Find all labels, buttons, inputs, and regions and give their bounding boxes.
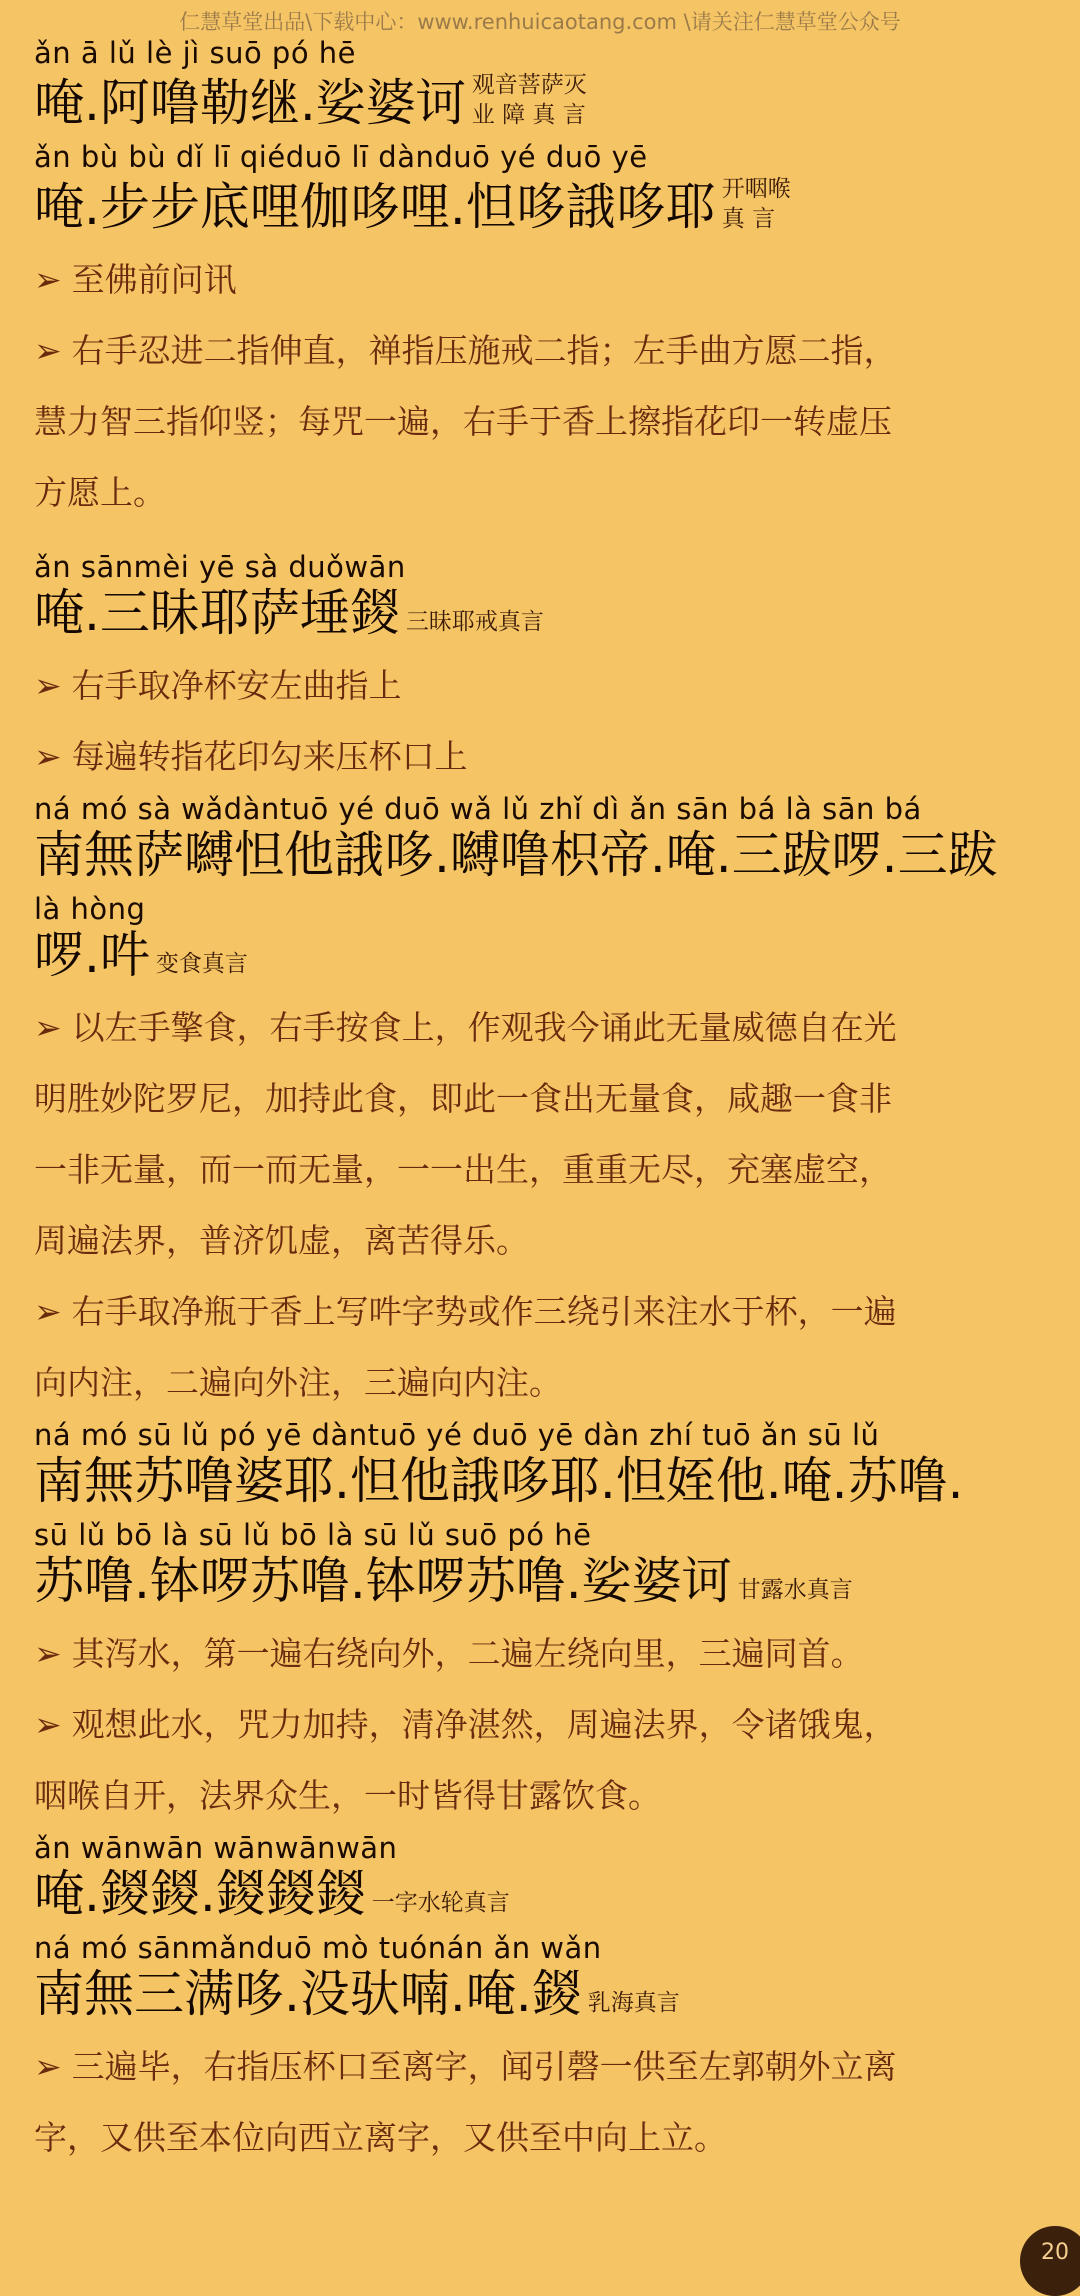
mantra-block (34, 892, 1054, 984)
pinyin-line: ná mó sà wǎdàntuō yé duō wǎ lǔ zhǐ dì ǎn sān bá là sān bá (34, 792, 922, 826)
mantra-block (34, 1831, 1054, 1923)
mantra-text: 唵.三昧耶萨埵鍐 (34, 584, 400, 642)
instruction: ➢ 右手忍进二指伸直，禅指压施戒二指；左手曲方愿二指， 慧力智三指仰竖；每咒一遍，右手于香上擦指花印一转虚压 方愿上。 (34, 331, 897, 512)
arrow-bullet-icon: ➢ (34, 1634, 62, 1673)
mantra-text: 唵.步步底哩伽哆哩.怛哆誐哆耶 (34, 178, 716, 236)
mantra-label: 乳海真言 (587, 1990, 680, 2016)
mantra-text: 苏噜.钵啰苏噜.钵啰苏噜.娑婆诃 (34, 1552, 732, 1610)
mantra-block (34, 140, 1054, 236)
instruction: ➢ 三遍毕，右指压杯口至离字，闻引磬一供至左郭朝外立离 字，又供至本位向西立离字，又供至中向上立。 (34, 2047, 897, 2157)
mantra-text: 唵.阿噜勒继.娑婆诃 (34, 74, 466, 132)
mantra-block (34, 792, 1054, 884)
mantra-label: 三昧耶戒真言 (405, 609, 544, 635)
arrow-bullet-icon: ➢ (34, 737, 62, 776)
mantra-text: 南無三满哆.没驮喃.唵.鍐 (34, 1965, 582, 2023)
mantra-text: 唵.鍐鍐.鍐鍐鍐 (34, 1865, 366, 1923)
pinyin-line: ǎn ā lǔ lè jì suō pó hē (34, 36, 357, 70)
arrow-bullet-icon: ➢ (34, 260, 62, 299)
arrow-bullet-icon: ➢ (34, 2047, 62, 2086)
mantra-text: 南無萨嚩怛他誐哆.嚩噜枳帝.唵.三跋啰.三跋 (34, 826, 998, 884)
mantra-text: 南無苏噜婆耶.怛他誐哆耶.怛姪他.唵.苏噜. (34, 1452, 964, 1510)
mantra-text: 啰.吽 (34, 926, 150, 984)
mantra-label: 一字水轮真言 (371, 1890, 510, 1916)
pinyin-line: là hòng (34, 892, 146, 926)
page-number-badge: 20 (1020, 2226, 1080, 2296)
mantra-label: 变食真言 (155, 951, 248, 977)
instruction: ➢ 其泻水，第一遍右绕向外，二遍左绕向里，三遍同首。 (34, 1634, 864, 1673)
arrow-bullet-icon: ➢ (34, 1008, 62, 1047)
instruction: ➢ 每遍转指花印勾来压杯口上 (34, 737, 468, 776)
arrow-bullet-icon: ➢ (34, 1292, 62, 1331)
instruction: ➢ 至佛前问讯 (34, 260, 237, 299)
pinyin-line: ǎn sānmèi yē sà duǒwān (34, 550, 406, 584)
arrow-bullet-icon: ➢ (34, 666, 62, 705)
instruction: ➢ 右手取净瓶于香上写吽字势或作三绕引来注水于杯，一遍 向内注，二遍向外注，三遍向内注。 (34, 1292, 897, 1402)
mantra-block (34, 1931, 1054, 2023)
mantra-block (34, 36, 1054, 132)
mantra-block (34, 1518, 1054, 1610)
pinyin-line: ná mó sānmǎnduō mò tuónán ǎn wǎn (34, 1931, 602, 1965)
pinyin-line: ná mó sū lǔ pó yē dàntuō yé duō yē dàn zhí tuō ǎn sū lǔ (34, 1418, 880, 1452)
arrow-bullet-icon: ➢ (34, 1705, 62, 1744)
mantra-block (34, 550, 1054, 642)
instruction: ➢ 右手取净杯安左曲指上 (34, 666, 402, 705)
mantra-label: 甘露水真言 (737, 1577, 853, 1603)
mantra-label: 观音菩萨灭 业 障 真 言 (471, 72, 587, 128)
mantra-label: 开咽喉 真 言 (721, 176, 791, 232)
instruction: ➢ 观想此水，咒力加持，清净湛然，周遍法界，令诸饿鬼， 咽喉自开，法界众生，一时皆得甘露饮食。 (34, 1705, 897, 1815)
pinyin-line: ǎn bù bù dǐ lī qiéduō lī dànduō yé duō yē (34, 140, 648, 174)
pinyin-line: sū lǔ bō là sū lǔ bō là sū lǔ suō pó hē (34, 1518, 592, 1552)
page-content (34, 36, 1054, 2173)
instruction: ➢ 以左手擎食，右手按食上，作观我今诵此无量威德自在光 明胜妙陀罗尼，加持此食，即此一食出无量食，咸趣一食非 一非无量，而一而无量，一一出生，重重无尽，充塞虚空， 周遍法界，普济饥虚，离苦得乐。 (34, 1008, 897, 1260)
page-header: 仁慧草堂出品\下载中心：www.renhuicaotang.com \请关注仁慧草堂公众号 (179, 10, 901, 34)
pinyin-line: ǎn wānwān wānwānwān (34, 1831, 398, 1865)
mantra-block (34, 1418, 1054, 1510)
arrow-bullet-icon: ➢ (34, 331, 62, 370)
